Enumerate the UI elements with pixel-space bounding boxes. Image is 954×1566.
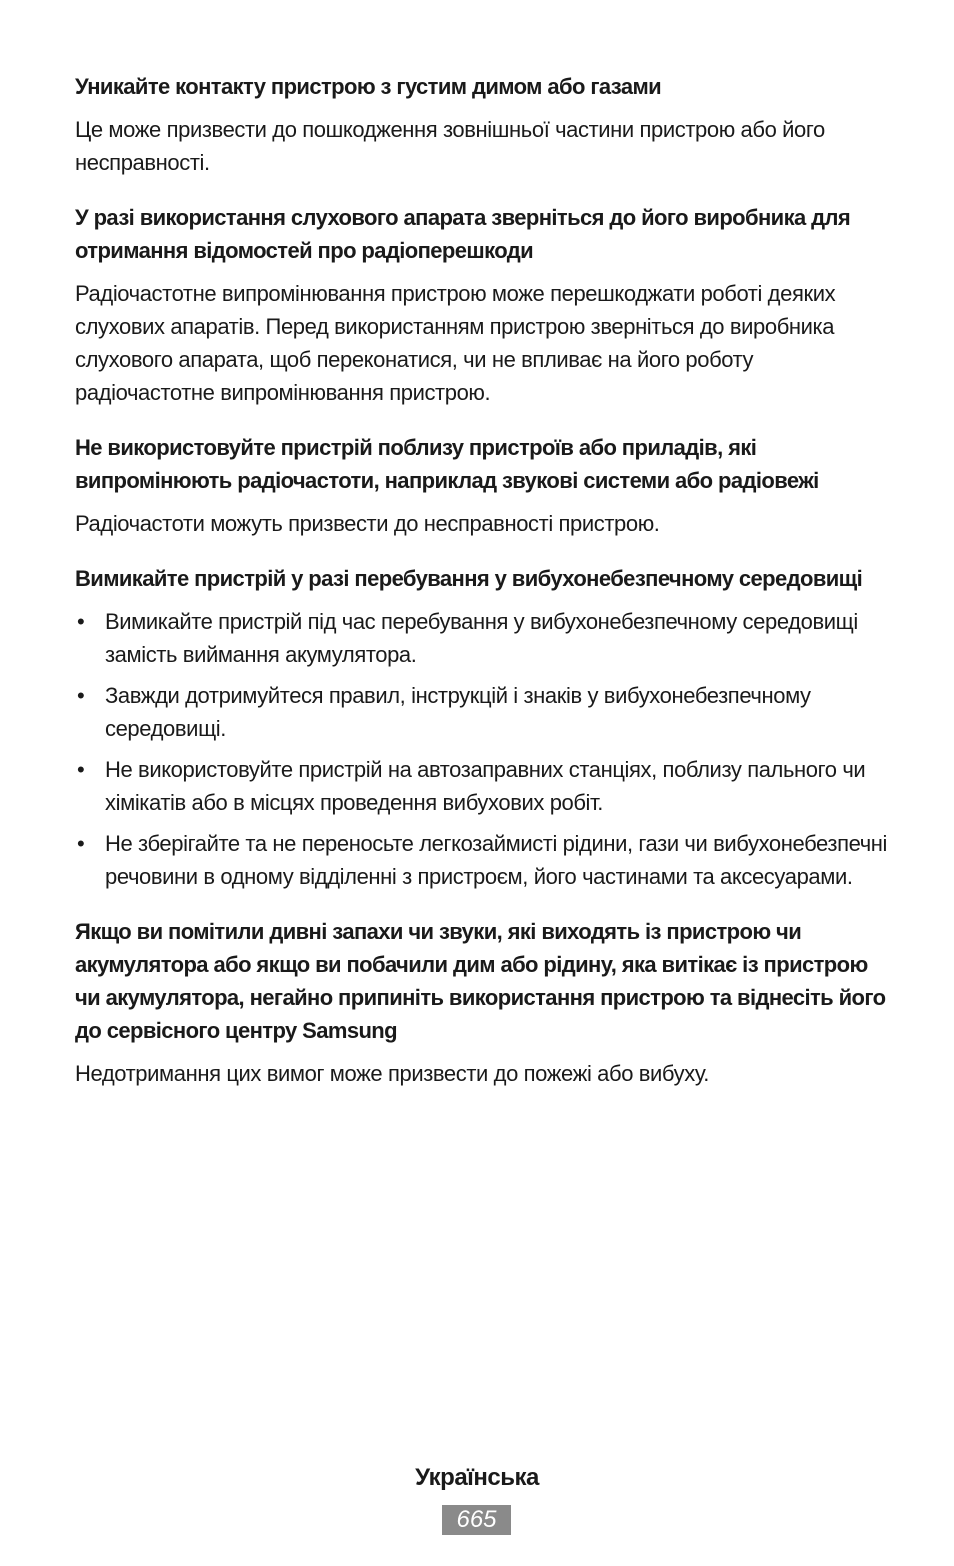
section-smell-sound-warning — [75, 915, 890, 1090]
bullet-icon: • — [77, 831, 85, 856]
footer-language: Українська — [415, 1464, 539, 1491]
section-explosive-environment — [75, 562, 890, 893]
list-item — [75, 827, 890, 893]
list-item — [75, 679, 890, 745]
section-body: Це може призвести до пошкодження зовнішньої частини пристрою або його несправності. — [75, 117, 825, 175]
bullet-icon: • — [77, 609, 85, 634]
section-heading: Не використовуйте пристрій поблизу пристроїв або приладів, які випромінюють радіочастоти, наприклад звукові системи або радіовежі — [75, 435, 819, 493]
list-item — [75, 753, 890, 819]
list-item-text: Вимикайте пристрій під час перебування у вибухонебезпечному середовищі замість виймання акумулятора. — [105, 609, 858, 667]
page-number: 665 — [442, 1505, 511, 1535]
list-item-text: Не зберігайте та не переносьте легкозаймисті рідини, гази чи вибухонебезпечні речовини в одному відділенні з пристроєм, його частинами та аксесуарами. — [105, 831, 888, 889]
list-item — [75, 605, 890, 671]
section-body: Радіочастоти можуть призвести до несправності пристрою. — [75, 511, 660, 536]
section-body: Радіочастотне випромінювання пристрою може перешкоджати роботі деяких слухових апаратів. Перед використанням пристрою зверніться до виробника слухового апарата, щоб переконатися, чи не впливає на його роботу радіочастотне випромінювання пристрою. — [75, 281, 836, 405]
section-hearing-aid — [75, 201, 890, 409]
bullet-icon: • — [77, 757, 85, 782]
section-radio-devices — [75, 431, 890, 540]
section-body: Недотримання цих вимог може призвести до пожежі або вибуху. — [75, 1061, 709, 1086]
document-content — [75, 70, 890, 1112]
list-item-text: Не використовуйте пристрій на автозаправних станціях, поблизу пального чи хімікатів або в місцях проведення вибухових робіт. — [105, 757, 866, 815]
section-heading: У разі використання слухового апарата зверніться до його виробника для отримання відомостей про радіоперешкоди — [75, 205, 851, 263]
section-heading: Якщо ви помітили дивні запахи чи звуки, які виходять із пристрою чи акумулятора або якщо ви побачили дим або рідину, яка витікає із пристрою чи акумулятора, негайно припиніть використання пристрою та віднесіть його до сервісного центру Samsung — [75, 919, 886, 1043]
section-heading: Вимикайте пристрій у разі перебування у вибухонебезпечному середовищі — [75, 566, 863, 591]
section-smoke-gas — [75, 70, 890, 179]
list-item-text: Завжди дотримуйтеся правил, інструкцій і знаків у вибухонебезпечному середовищі. — [105, 683, 811, 741]
section-heading: Уникайте контакту пристрою з густим димом або газами — [75, 74, 662, 99]
bullet-icon: • — [77, 683, 85, 708]
bullet-list — [75, 605, 890, 893]
